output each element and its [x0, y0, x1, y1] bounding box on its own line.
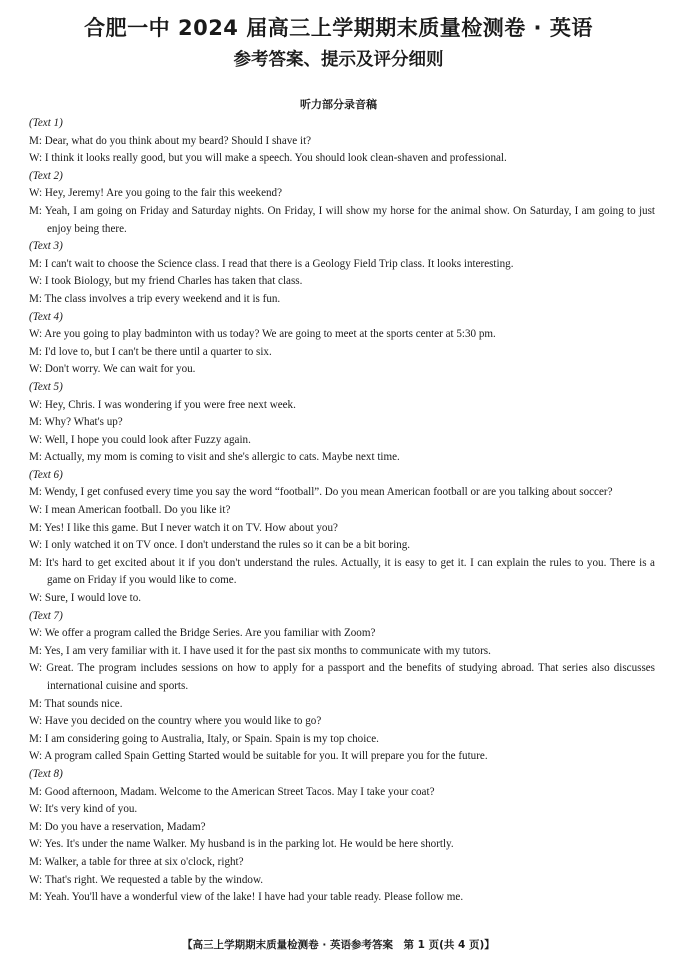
dialogue-line: W: I only watched it on TV once. I don't understand the rules so it can be a bit boring. — [29, 539, 411, 552]
text-label: (Text 6) — [29, 468, 63, 481]
dialogue-line: M: Yeah. You'll have a wonderful view of the lake! I have had your table ready. Please follow me. — [29, 891, 464, 904]
dialogue-line: W: Sure, I would love to. — [29, 592, 142, 605]
transcript-block — [29, 467, 655, 608]
transcript-body — [29, 115, 655, 907]
dialogue-line: M: I am considering going to Australia, Italy, or Spain. Spain is my top choice. — [29, 732, 379, 745]
dialogue-line: W: We offer a program called the Bridge Series. Are you familiar with Zoom? — [29, 627, 376, 640]
dialogue-line: W: Hey, Chris. I was wondering if you were free next week. — [29, 398, 296, 411]
dialogue-line: M: I'd love to, but I can't be there until a quarter to six. — [29, 345, 272, 358]
dialogue-line: W: It's very kind of you. — [29, 803, 138, 816]
dialogue-line: W: Yes. It's under the name Walker. My husband is in the parking lot. He would be here shortly. — [29, 838, 454, 851]
dialogue-line: W: I mean American football. Do you like it? — [29, 504, 231, 517]
transcript-block — [29, 238, 655, 308]
dialogue-line: M: Do you have a reservation, Madam? — [29, 820, 206, 833]
dialogue-line: M: Why? What's up? — [29, 416, 123, 429]
transcript-block — [29, 608, 655, 766]
text-label: (Text 4) — [29, 310, 63, 323]
dialogue-line: M: The class involves a trip every weekend and it is fun. — [29, 292, 281, 305]
dialogue-line: W: A program called Spain Getting Started would be suitable for you. It will prepare you for the future. — [29, 750, 488, 763]
dialogue-line: W: Hey, Jeremy! Are you going to the fair this weekend? — [29, 187, 283, 200]
dialogue-line: M: Walker, a table for three at six o'clock, right? — [29, 855, 244, 868]
dialogue-line: M: Yes, I am very familiar with it. I have used it for the past six months to communicate with my tutors. — [29, 644, 491, 657]
dialogue-line: W: Are you going to play badminton with us today? We are going to meet at the sports center at 5:30 pm. — [29, 328, 496, 341]
dialogue-line: W: Have you decided on the country where you would like to go? — [29, 715, 322, 728]
transcript-block — [29, 309, 655, 379]
section-heading: 听力部分录音稿 — [300, 98, 377, 111]
dialogue-line: W: Great. The program includes sessions on how to apply for a passport and the benefits of studying abroad. That series also discusses international cuisine and sports. — [29, 662, 655, 692]
text-label: (Text 5) — [29, 380, 63, 393]
page-footer: 【高三上学期期末质量检测卷 · 英语参考答案 第 1 页(共 4 页)】 — [182, 939, 495, 951]
dialogue-line: M: Wendy, I get confused every time you say the word “football”. Do you mean American football or are you talking about soccer? — [29, 486, 613, 499]
dialogue-line: M: I can't wait to choose the Science class. I read that there is a Geology Field Trip class. It looks interesting. — [29, 257, 514, 270]
dialogue-line: W: Don't worry. We can wait for you. — [29, 363, 196, 376]
dialogue-line: M: It's hard to get excited about it if you don't understand the rules. Actually, it is easy to get it. I can explain the rules to you. There is a game on Friday if you would like to come. — [29, 556, 655, 587]
text-label: (Text 3) — [29, 240, 63, 253]
text-label: (Text 2) — [29, 169, 63, 182]
dialogue-line: W: I took Biology, but my friend Charles has taken that class. — [29, 275, 303, 288]
transcript-block — [29, 168, 655, 238]
dialogue-line: M: That sounds nice. — [29, 697, 123, 710]
dialogue-line: M: Actually, my mom is coming to visit and she's allergic to cats. Maybe next time. — [29, 451, 400, 464]
text-label: (Text 1) — [29, 117, 63, 129]
text-label: (Text 8) — [29, 767, 63, 780]
document-title: 合肥一中 2024 届高三上学期期末质量检测卷 · 英语 — [84, 16, 593, 40]
dialogue-line: M: Dear, what do you think about my beard? Should I shave it? — [29, 134, 312, 147]
transcript-block — [29, 766, 655, 907]
document-subtitle: 参考答案、提示及评分细则 — [233, 50, 444, 70]
dialogue-line: W: I think it looks really good, but you will make a speech. You should look clean-shaven and professional. — [29, 152, 507, 165]
text-label: (Text 7) — [29, 609, 63, 622]
dialogue-line: W: That's right. We requested a table by the window. — [29, 873, 264, 886]
dialogue-line: M: Good afternoon, Madam. Welcome to the American Street Tacos. May I take your coat? — [29, 785, 435, 798]
transcript-block — [29, 115, 655, 168]
transcript-block — [29, 379, 655, 467]
dialogue-line: M: Yes! I like this game. But I never watch it on TV. How about you? — [29, 521, 338, 534]
dialogue-line: M: Yeah, I am going on Friday and Saturday nights. On Friday, I will show my horse for the animal show. On Saturday, I am going to just enjoy being there. — [29, 204, 655, 235]
dialogue-line: W: Well, I hope you could look after Fuzzy again. — [29, 433, 251, 446]
